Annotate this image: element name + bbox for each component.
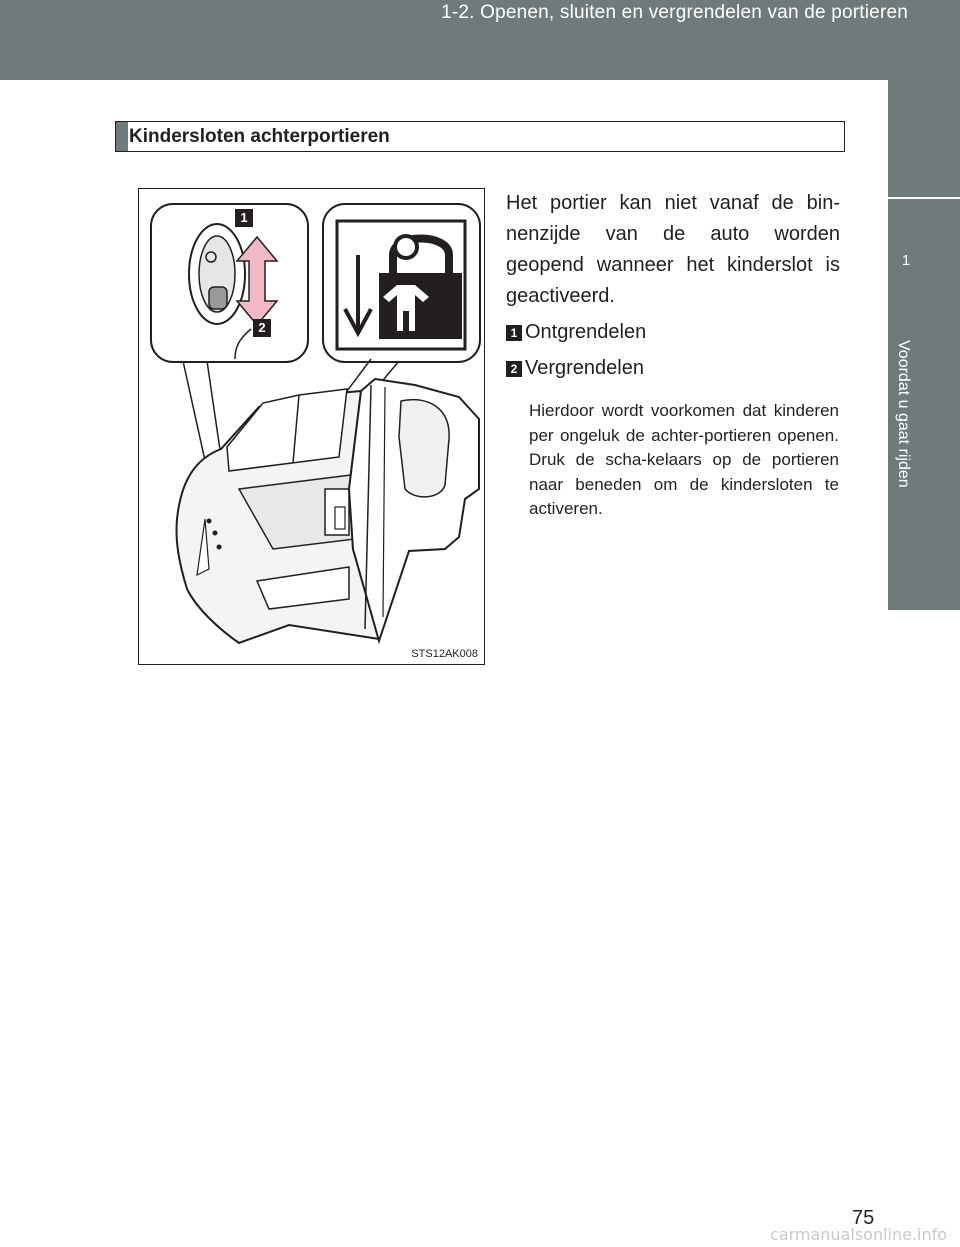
running-header-title: 1-2. Openen, sluiten en vergrendelen van de portieren <box>441 2 908 23</box>
figure-callout-2: 2 <box>253 319 271 337</box>
chapter-number: 1 <box>901 252 911 269</box>
chapter-label-text: Voordat u gaat rijden <box>895 340 912 488</box>
intro-paragraph: Het portier kan niet vanaf de bin-nenzijde van de auto worden geopend wanneer het kinderslot is geactiveerd. <box>506 192 840 307</box>
watermark: carmanualsonline.info <box>770 1225 948 1244</box>
item-number-badge: 2 <box>506 361 522 377</box>
item-label: Vergrendelen <box>525 357 644 379</box>
figure-code: STS12AK008 <box>411 648 478 660</box>
side-tab-divider <box>888 197 960 199</box>
lock-switch <box>209 287 227 309</box>
item-number-badge: 1 <box>506 325 522 341</box>
section-heading-accent <box>116 122 128 151</box>
figure-callout-1: 1 <box>235 209 253 227</box>
page-number: 75 <box>852 1207 875 1229</box>
explanation-paragraph: Hierdoor wordt voorkomen dat kinderen per ongeluk de achter-portieren openen. Druk de scha-kelaars op de portieren naar beneden om de kindersloten te activeren. <box>529 401 839 518</box>
list-item-unlock <box>506 321 646 351</box>
child-lock-illustration <box>138 188 485 665</box>
rear-seat <box>399 400 449 497</box>
section-heading: Kindersloten achterportieren <box>129 126 390 147</box>
section-heading-box <box>115 121 845 152</box>
list-item-lock <box>506 357 644 387</box>
illustration-drawing <box>139 189 484 664</box>
item-label: Ontgrendelen <box>525 321 647 343</box>
